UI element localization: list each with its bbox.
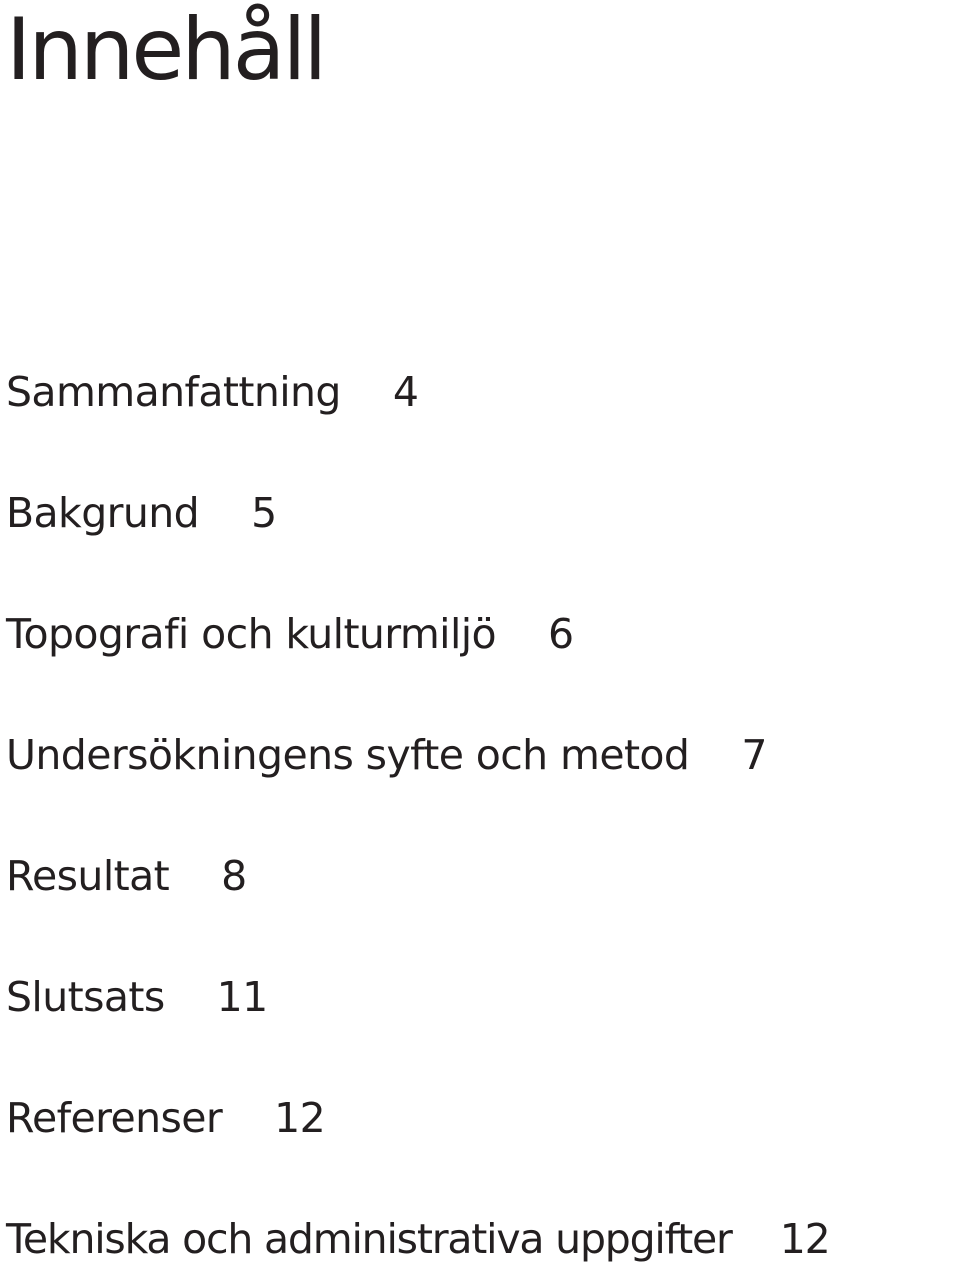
toc-entry-sammanfattning xyxy=(6,362,418,422)
toc-entry-title: Sammanfattning xyxy=(6,368,341,416)
toc-entry-title: Referenser xyxy=(6,1094,223,1142)
toc-entry-page-number: 11 xyxy=(216,973,268,1021)
toc-entry-page-number: 6 xyxy=(548,610,574,658)
toc-entry-topografi xyxy=(6,604,574,664)
page-title: Innehåll xyxy=(6,0,325,100)
toc-entry-syfte-och-metod xyxy=(6,725,767,785)
toc-entry-slutsats xyxy=(6,967,268,1027)
toc-entry-resultat xyxy=(6,846,247,906)
toc-entry-page-number: 4 xyxy=(392,368,419,416)
toc-entry-title: Bakgrund xyxy=(6,489,200,537)
toc-entry-bakgrund xyxy=(6,483,277,543)
toc-entry-page-number: 5 xyxy=(251,489,277,537)
toc-entry-title: Slutsats xyxy=(6,973,165,1021)
toc-entry-page-number: 7 xyxy=(741,731,767,779)
toc-entry-tekniska-uppgifter xyxy=(6,1209,829,1269)
toc-entry-page-number: 8 xyxy=(221,852,247,900)
toc-entry-title: Resultat xyxy=(6,852,170,900)
toc-entry-title: Undersökningens syfte och metod xyxy=(6,731,690,779)
toc-entry-referenser xyxy=(6,1088,325,1148)
toc-entry-title: Tekniska och administrativa uppgifter xyxy=(6,1215,732,1263)
toc-entry-title: Topografi och kulturmiljö xyxy=(6,610,497,658)
toc-entry-page-number: 12 xyxy=(779,1215,830,1263)
toc-entry-page-number: 12 xyxy=(274,1094,326,1142)
